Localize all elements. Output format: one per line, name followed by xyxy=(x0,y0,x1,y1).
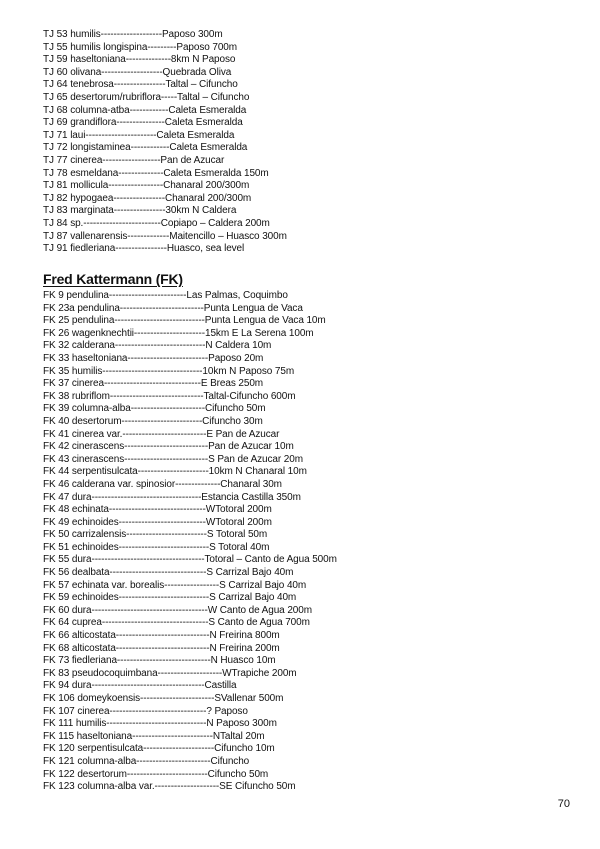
fk-entry: FK 106 domeykoensis-----------------------SVallenar 500m xyxy=(43,693,284,704)
tj-entry: TJ 77 cinerea------------------Pan de Azucar xyxy=(43,154,225,166)
fk-entry: FK 40 desertorum-------------------------Cifuncho 30m xyxy=(43,415,263,427)
tj-entry: TJ 81 mollicula-----------------Chanaral 200/300m xyxy=(43,180,250,192)
fk-entry: FK 55 dura-----------------------------------Totoral – Canto de Agua 500m xyxy=(43,554,337,566)
fk-entry: FK 73 fiedleriana-----------------------------N Huasco 10m xyxy=(43,655,276,667)
fk-entry: FK 48 echinata------------------------------WTotoral 200m xyxy=(43,504,272,516)
fk-entry: FK 26 wagenknechtii----------------------15km E La Serena 100m xyxy=(43,327,314,339)
tj-entry: TJ 87 vallenarensis-------------Maitencillo – Huasco 300m xyxy=(43,230,287,242)
fk-section-heading: Fred Kattermann (FK) xyxy=(43,271,183,287)
fk-entry: FK 32 calderana----------------------------N Caldera 10m xyxy=(43,340,272,352)
fk-entry: FK 57 echinata var. borealis-----------------S Carrizal Bajo 40m xyxy=(43,579,307,591)
fk-entry: FK 66 alticostata-----------------------------N Freirina 800m xyxy=(43,630,280,642)
fk-entry: FK 111 humilis-------------------------------N Paposo 300m xyxy=(43,718,277,730)
fk-entry: FK 33 haseltoniana-------------------------Paposo 20m xyxy=(43,352,264,364)
fk-entry: FK 37 cinerea------------------------------E Breas 250m xyxy=(43,378,264,390)
tj-entry: TJ 82 hypogaea----------------Chanaral 200/300m xyxy=(43,192,252,204)
page-number: 70 xyxy=(557,798,570,810)
fk-entry: FK 46 calderana var. spinosior--------------Chanaral 30m xyxy=(43,478,282,490)
tj-collection-list xyxy=(43,29,287,256)
fk-entry: FK 44 serpentisulcata----------------------10km N Chanaral 10m xyxy=(43,466,307,478)
fk-entry: FK 39 columna-alba-----------------------Cifuncho 50m xyxy=(43,403,266,415)
tj-entry: TJ 68 columna-atba------------Caleta Esmeralda xyxy=(43,104,247,116)
fk-entry: FK 115 haseltoniana-------------------------NTaltal 20m xyxy=(43,730,265,742)
fk-entry: FK 60 dura------------------------------------W Canto de Agua 200m xyxy=(43,604,312,616)
fk-entry: FK 9 pendulina------------------------Las Palmas, Coquimbo xyxy=(43,290,288,301)
fk-entry: FK 49 echinoides---------------------------WTotoral 200m xyxy=(43,516,272,528)
tj-entry: TJ 72 longistaminea------------Caleta Esmeralda xyxy=(43,142,248,154)
tj-entry: TJ 65 desertorum/rubriflora-----Taltal – Cifuncho xyxy=(43,91,250,103)
tj-entry: TJ 78 esmeldana--------------Caleta Esmeralda 150m xyxy=(43,167,269,179)
fk-entry: FK 47 dura----------------------------------Estancia Castilla 350m xyxy=(43,491,301,503)
fk-entry: FK 122 desertorum-------------------------Cifuncho 50m xyxy=(43,768,269,780)
tj-entry: TJ 59 haseltoniana--------------8km N Paposo xyxy=(43,54,236,66)
tj-entry: TJ 71 laui----------------------Caleta Esmeralda xyxy=(43,129,235,141)
fk-entry: FK 41 cinerea var.--------------------------E Pan de Azucar xyxy=(43,428,280,440)
fk-entry: FK 120 serpentisulcata----------------------Cifuncho 10m xyxy=(43,743,275,755)
fk-entry: FK 123 columna-alba var.--------------------SE Cifuncho 50m xyxy=(43,781,296,793)
fk-entry: FK 42 cinerascens--------------------------Pan de Azucar 10m xyxy=(43,441,294,453)
fk-entry: FK 107 cinerea------------------------------? Paposo xyxy=(43,705,248,717)
fk-entry: FK 50 carrizalensis-------------------------S Totoral 50m xyxy=(43,529,268,541)
fk-entry: FK 25 pendulina----------------------------Punta Lengua de Vaca 10m xyxy=(43,315,326,327)
fk-entry: FK 51 echinoides----------------------------S Totoral 40m xyxy=(43,541,270,553)
tj-entry: TJ 69 grandiflora---------------Caleta Esmeralda xyxy=(43,117,243,129)
fk-entry: FK 83 pseudocoquimbana--------------------WTrapiche 200m xyxy=(43,667,297,679)
tj-entry: TJ 84 sp.------------------------Copiapo – Caldera 200m xyxy=(43,217,270,229)
fk-entry: FK 38 rubriflom-----------------------------Taltal-Cifuncho 600m xyxy=(43,390,296,402)
tj-entry: TJ 83 marginata----------------30km N Caldera xyxy=(43,205,237,217)
fk-entry: FK 121 columna-alba-----------------------Cifuncho xyxy=(43,755,250,767)
fk-entry: FK 43 cinerascens--------------------------S Pan de Azucar 20m xyxy=(43,453,303,465)
fk-entry: FK 23a pendulina--------------------------Punta Lengua de Vaca xyxy=(43,302,303,314)
fk-entry: FK 64 cuprea---------------------------------S Canto de Agua 700m xyxy=(43,617,310,629)
tj-entry: TJ 53 humilis-------------------Paposo 300m xyxy=(43,29,223,40)
fk-entry: FK 35 humilis-------------------------------10km N Paposo 75m xyxy=(43,365,295,377)
fk-collection-list xyxy=(43,290,337,794)
tj-entry: TJ 64 tenebrosa----------------Taltal – Cifuncho xyxy=(43,79,238,91)
fk-entry: FK 59 echinoides----------------------------S Carrizal Bajo 40m xyxy=(43,592,297,604)
tj-entry: TJ 60 olivana-------------------Quebrada Oliva xyxy=(43,66,232,78)
fk-entry: FK 56 dealbata------------------------------S Carrizal Bajo 40m xyxy=(43,567,294,579)
fk-entry: FK 94 dura-----------------------------------Castilla xyxy=(43,680,237,692)
tj-entry: TJ 91 fiedleriana----------------Huasco, sea level xyxy=(43,243,245,255)
tj-entry: TJ 55 humilis longispina---------Paposo 700m xyxy=(43,41,237,53)
fk-entry: FK 68 alticostata-----------------------------N Freirina 200m xyxy=(43,642,280,654)
